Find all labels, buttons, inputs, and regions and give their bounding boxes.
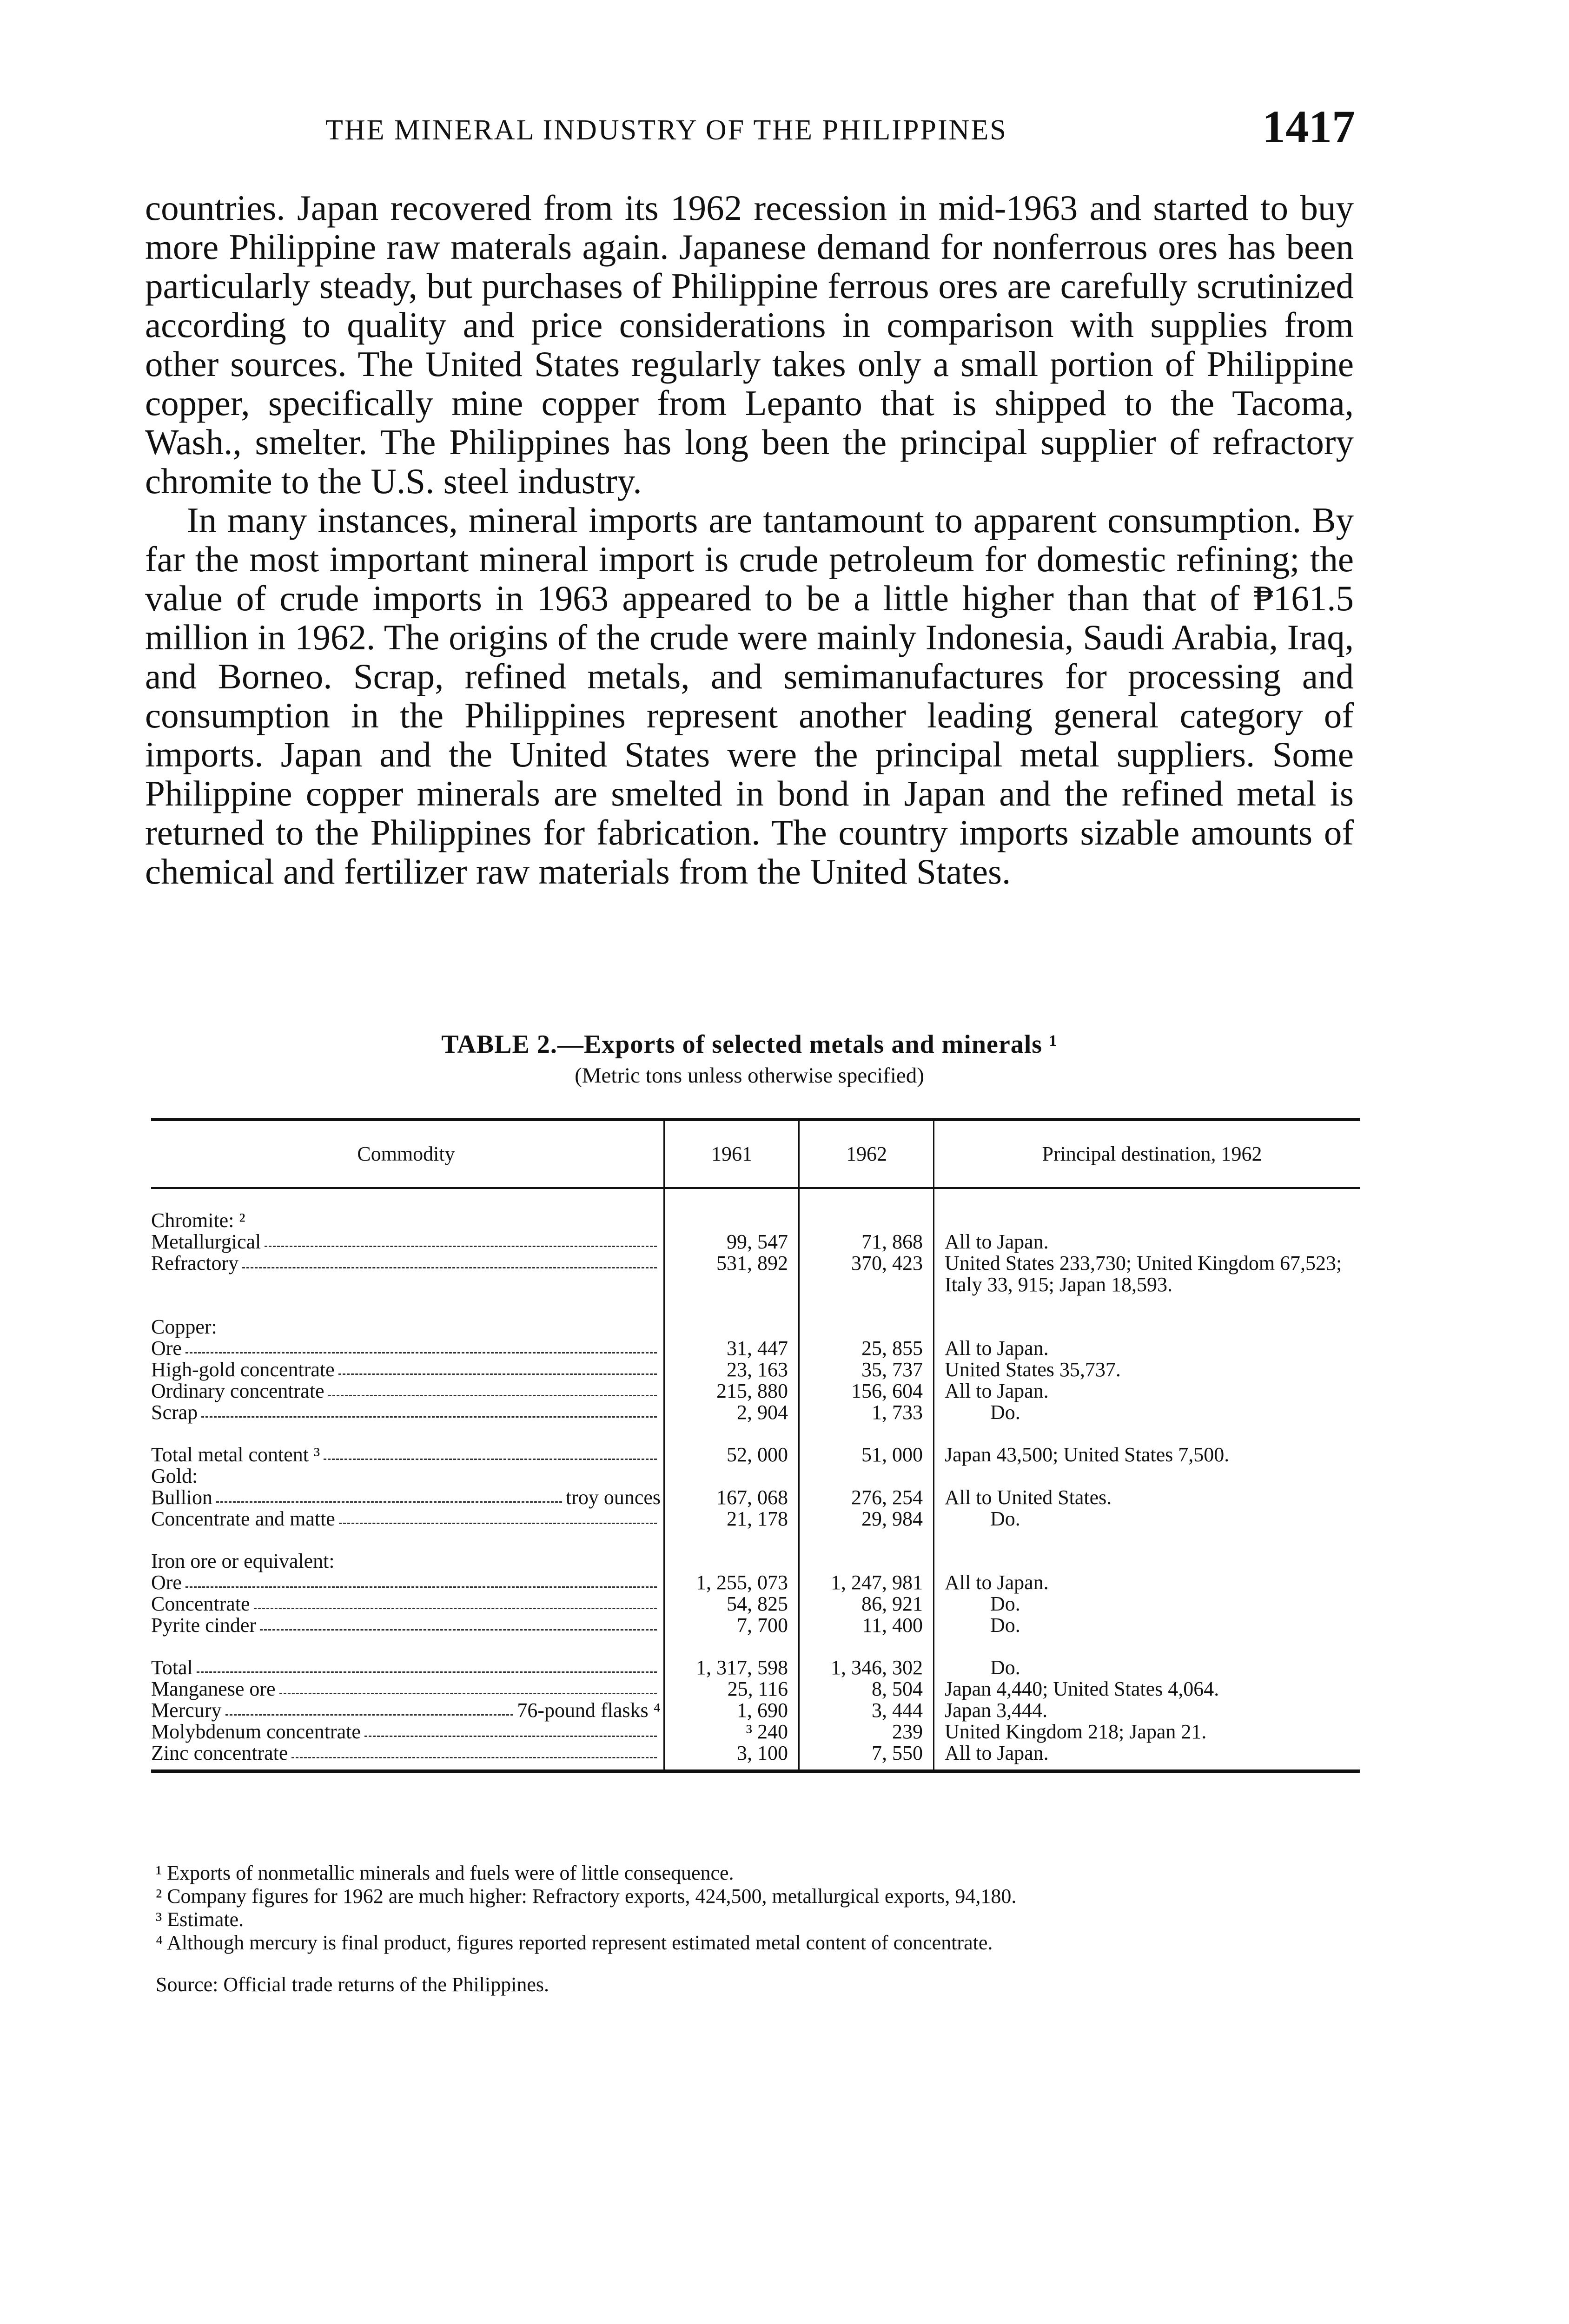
destination-cell: All to Japan.: [934, 1743, 1360, 1771]
destination-cell: Do.: [934, 1615, 1360, 1636]
destination-cell: All to United States.: [934, 1487, 1360, 1508]
value-1961: [664, 1551, 799, 1572]
table-row: [151, 1508, 1360, 1530]
destination-cell: Japan 43,500; United States 7,500.: [934, 1444, 1360, 1466]
footnote: ² Company figures for 1962 are much higher: Refractory exports, 424,500, metallurgical exports, 94,180.: [156, 1885, 1017, 1908]
commodity-cell: Zinc concentrate: [151, 1742, 288, 1764]
exports-table: [151, 1118, 1360, 1773]
destination-cell: Do.: [934, 1508, 1360, 1530]
value-1961: 54, 825: [664, 1593, 799, 1615]
value-1961: 99, 547: [664, 1231, 799, 1253]
commodity-cell: Concentrate: [151, 1592, 250, 1615]
value-1961: 1, 317, 598: [664, 1657, 799, 1678]
value-1962: [799, 1466, 934, 1487]
value-1962: 239: [799, 1721, 934, 1743]
destination-cell: [934, 1551, 1360, 1572]
destination-cell: United States 233,730; United Kingdom 67,523; Italy 33, 915; Japan 18,593.: [934, 1253, 1360, 1295]
table-row: [151, 1615, 1360, 1636]
table-row: [151, 1572, 1360, 1593]
commodity-cell: Total: [151, 1656, 193, 1679]
table-row: [151, 1359, 1360, 1380]
table-row: [151, 1466, 1360, 1487]
value-1962: 370, 423: [799, 1253, 934, 1295]
destination-cell: United Kingdom 218; Japan 21.: [934, 1721, 1360, 1743]
value-1962: 29, 984: [799, 1508, 934, 1530]
footnotes: [156, 1862, 1355, 1996]
table-row: [151, 1593, 1360, 1615]
commodity-cell: Ordinary concentrate: [151, 1380, 324, 1402]
commodity-cell: Ore: [151, 1337, 182, 1360]
destination-cell: All to Japan.: [934, 1338, 1360, 1359]
value-1962: 11, 400: [799, 1615, 934, 1636]
value-1961: [664, 1316, 799, 1338]
destination-cell: Japan 3,444.: [934, 1700, 1360, 1721]
value-1962: 1, 346, 302: [799, 1657, 934, 1678]
value-1962: [799, 1551, 934, 1572]
table-row: [151, 1210, 1360, 1231]
destination-cell: Do.: [934, 1402, 1360, 1423]
value-1962: 35, 737: [799, 1359, 934, 1380]
value-1962: 276, 254: [799, 1487, 934, 1508]
commodity-cell: Concentrate and matte: [151, 1507, 335, 1530]
table-row: [151, 1487, 1360, 1508]
header-1962: 1962: [799, 1120, 934, 1188]
body-text: [145, 188, 1354, 891]
table-row: [151, 1657, 1360, 1678]
destination-cell: All to Japan.: [934, 1572, 1360, 1593]
page-number: 1417: [1262, 101, 1355, 152]
table-row: [151, 1721, 1360, 1743]
source-note: Source: Official trade returns of the Philippines.: [156, 1973, 549, 1996]
value-1962: 3, 444: [799, 1700, 934, 1721]
commodity-cell: Metallurgical: [151, 1230, 261, 1253]
destination-cell: All to Japan.: [934, 1380, 1360, 1402]
table-row: [151, 1444, 1360, 1466]
table-subtitle: (Metric tons unless otherwise specified): [575, 1063, 924, 1088]
value-1961: 7, 700: [664, 1615, 799, 1636]
value-1961: 1, 690: [664, 1700, 799, 1721]
commodity-cell: Manganese ore: [151, 1677, 276, 1700]
value-1961: [664, 1466, 799, 1487]
header-1961: 1961: [664, 1120, 799, 1188]
value-1962: 25, 855: [799, 1338, 934, 1359]
commodity-cell: Pyrite cinder: [151, 1614, 257, 1637]
value-1961: 215, 880: [664, 1380, 799, 1402]
destination-cell: [934, 1316, 1360, 1338]
value-1961: 1, 255, 073: [664, 1572, 799, 1593]
paragraph: In many instances, mineral imports are tantamount to apparent consumption. By far the most important mineral import is crude petroleum for domestic refining; the value of crude imports in 1963 appeared to be a little higher than that of ₱161.5 million in 1962. The origins of the crude were mainly Indonesia, Saudi Arabia, Iraq, and Borneo. Scrap, refined metals, and semimanufactures for processing and consumption in the Philippines represent another leading general category of imports. Japan and the United States were the principal metal suppliers. Some Philippine copper minerals are smelted in bond in Japan and the refined metal is returned to the Philippines for fabrication. The country imports sizable amounts of chemical and fertilizer raw materials from the United States.: [145, 500, 1354, 891]
table-row: [151, 1231, 1360, 1253]
running-title: THE MINERAL INDUSTRY OF THE PHILIPPINES: [325, 114, 1007, 146]
commodity-cell: Chromite: ²: [151, 1209, 245, 1232]
footnote: ⁴ Although mercury is final product, figures reported represent estimated metal content of concentrate.: [156, 1931, 993, 1954]
commodity-cell: Molybdenum concentrate: [151, 1720, 361, 1743]
destination-cell: [934, 1466, 1360, 1487]
header-destination: Principal destination, 1962: [934, 1120, 1360, 1188]
commodity-cell: Bullion: [151, 1486, 213, 1509]
commodity-cell: Iron ore or equivalent:: [151, 1550, 335, 1572]
value-1961: ³ 240: [664, 1721, 799, 1743]
value-1961: 2, 904: [664, 1402, 799, 1423]
table-row: [151, 1338, 1360, 1359]
value-1961: 21, 178: [664, 1508, 799, 1530]
value-1961: 31, 447: [664, 1338, 799, 1359]
unit-label: 76-pound flasks ⁴: [517, 1699, 661, 1722]
value-1961: 52, 000: [664, 1444, 799, 1466]
destination-cell: Do.: [934, 1657, 1360, 1678]
value-1962: 7, 550: [799, 1743, 934, 1771]
value-1961: 23, 163: [664, 1359, 799, 1380]
table-row: [151, 1380, 1360, 1402]
table-row: [151, 1402, 1360, 1423]
commodity-cell: Scrap: [151, 1401, 198, 1424]
value-1962: 71, 868: [799, 1231, 934, 1253]
commodity-cell: Copper:: [151, 1315, 217, 1338]
commodity-cell: Refractory: [151, 1252, 239, 1274]
value-1962: 156, 604: [799, 1380, 934, 1402]
value-1961: 3, 100: [664, 1743, 799, 1771]
table-row: [151, 1678, 1360, 1700]
table-caption: [145, 1030, 1354, 1088]
table-row: [151, 1551, 1360, 1572]
destination-cell: [934, 1210, 1360, 1231]
destination-cell: Japan 4,440; United States 4,064.: [934, 1678, 1360, 1700]
header-commodity: Commodity: [151, 1120, 664, 1188]
table-title: TABLE 2.—Exports of selected metals and minerals ¹: [441, 1030, 1058, 1059]
value-1962: 8, 504: [799, 1678, 934, 1700]
value-1961: [664, 1210, 799, 1231]
destination-cell: United States 35,737.: [934, 1359, 1360, 1380]
unit-label: troy ounces: [565, 1486, 661, 1509]
value-1962: 1, 733: [799, 1402, 934, 1423]
destination-cell: All to Japan.: [934, 1231, 1360, 1253]
value-1962: 1, 247, 981: [799, 1572, 934, 1593]
value-1961: 25, 116: [664, 1678, 799, 1700]
footnote: ³ Estimate.: [156, 1908, 244, 1931]
commodity-cell: Gold:: [151, 1465, 198, 1487]
table-row: [151, 1253, 1360, 1295]
value-1962: [799, 1316, 934, 1338]
value-1961: 531, 892: [664, 1253, 799, 1295]
commodity-cell: Total metal content ³: [151, 1443, 320, 1466]
table-row: [151, 1316, 1360, 1338]
value-1962: 51, 000: [799, 1444, 934, 1466]
commodity-cell: Ore: [151, 1571, 182, 1594]
page-header: [0, 100, 1569, 174]
commodity-cell: High-gold concentrate: [151, 1358, 335, 1381]
value-1961: 167, 068: [664, 1487, 799, 1508]
destination-cell: Do.: [934, 1593, 1360, 1615]
table-row: [151, 1743, 1360, 1771]
value-1962: 86, 921: [799, 1593, 934, 1615]
table-row: [151, 1700, 1360, 1721]
table-header-row: [151, 1120, 1360, 1188]
paragraph: countries. Japan recovered from its 1962 recession in mid-1963 and started to buy more Philippine raw materals again. Japanese demand for nonferrous ores has been particularly steady, but purchases of Philippine ferrous ores are carefully scrutinized according to quality and price considerations in comparison with supplies from other sources. The United States regularly takes only a small portion of Philippine copper, specifically mine copper from Lepanto that is shipped to the Tacoma, Wash., smelter. The Philippines has long been the principal supplier of refractory chromite to the U.S. steel industry.: [145, 188, 1354, 501]
value-1962: [799, 1210, 934, 1231]
footnote: ¹ Exports of nonmetallic minerals and fuels were of little consequence.: [156, 1862, 734, 1884]
commodity-cell: Mercury: [151, 1699, 222, 1722]
